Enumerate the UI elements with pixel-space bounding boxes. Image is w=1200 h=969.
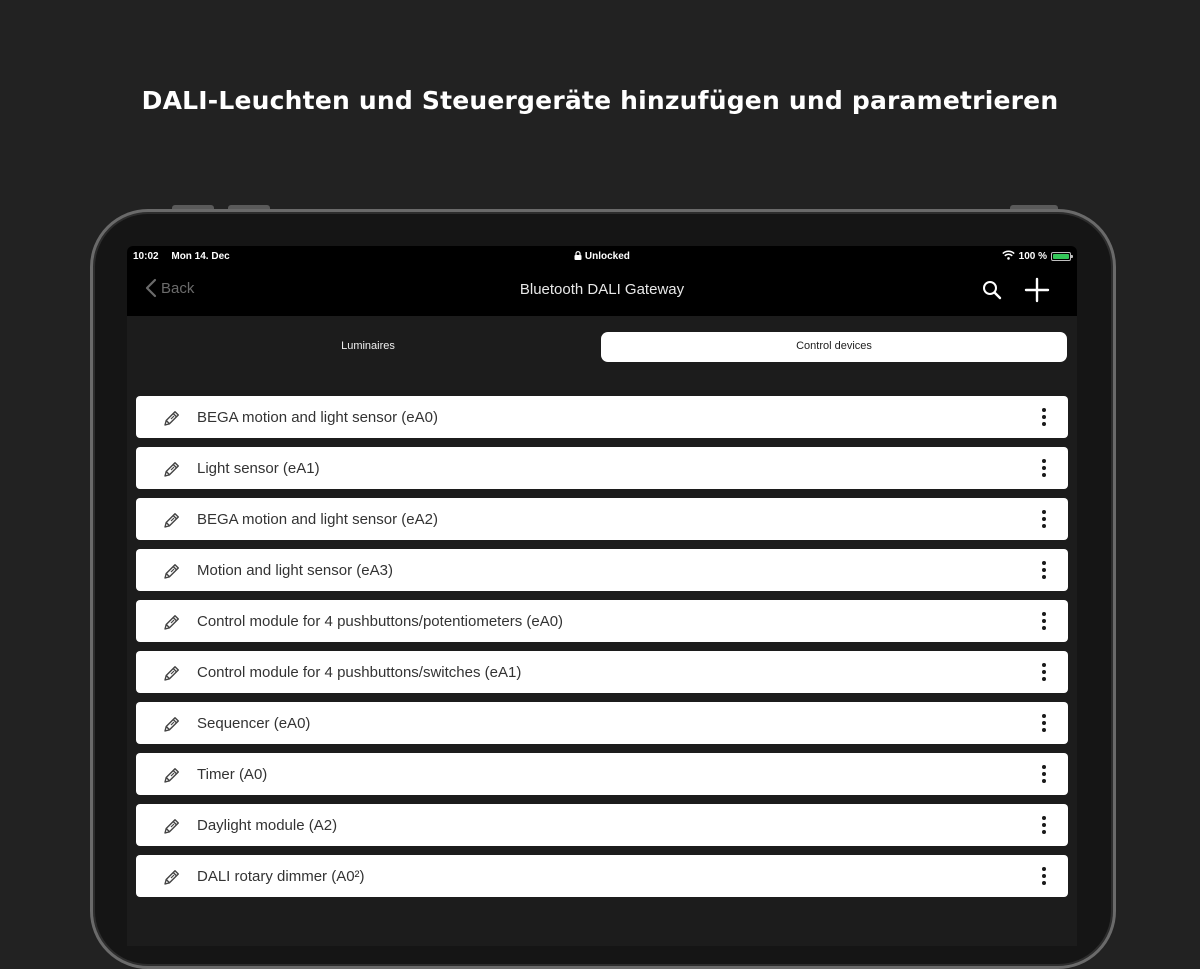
edit-pen-icon <box>162 408 182 433</box>
edit-pen-icon <box>162 867 182 892</box>
status-center <box>127 251 1077 262</box>
device-row[interactable] <box>136 600 1068 642</box>
tablet-screen <box>127 246 1077 946</box>
battery-percentage: 100 % <box>1018 251 1047 262</box>
status-right <box>1002 250 1071 263</box>
device-label: Light sensor (eA1) <box>197 460 320 477</box>
status-date: Mon 14. Dec <box>171 251 230 262</box>
edit-pen-icon <box>162 765 182 790</box>
more-vertical-icon[interactable] <box>1036 405 1052 429</box>
search-icon[interactable] <box>981 279 1003 301</box>
device-label: Sequencer (eA0) <box>197 715 311 732</box>
nav-title: Bluetooth DALI Gateway <box>519 281 685 298</box>
edit-pen-icon <box>162 612 182 637</box>
tabs-area <box>127 316 1077 386</box>
device-label: Control module for 4 pushbuttons/switches (eA1) <box>197 664 522 681</box>
device-row[interactable] <box>136 396 1068 438</box>
device-label: DALI rotary dimmer (A0²) <box>197 868 365 885</box>
device-row[interactable] <box>136 753 1068 795</box>
lock-status: Unlocked <box>584 251 630 262</box>
device-row[interactable] <box>136 651 1068 693</box>
device-list-panel <box>127 386 1077 946</box>
status-time: 10:02 <box>133 251 159 262</box>
navigation-bar <box>127 270 1077 312</box>
device-label: Timer (A0) <box>197 766 268 783</box>
more-vertical-icon[interactable] <box>1036 711 1052 735</box>
device-list <box>136 396 1068 906</box>
wifi-icon <box>1002 250 1015 263</box>
edit-pen-icon <box>162 816 182 841</box>
lock-icon <box>574 251 585 262</box>
more-vertical-icon[interactable] <box>1036 864 1052 888</box>
plus-icon[interactable] <box>1023 276 1051 304</box>
more-vertical-icon[interactable] <box>1036 558 1052 582</box>
status-bar <box>127 246 1077 266</box>
device-label: BEGA motion and light sensor (eA0) <box>197 409 438 426</box>
more-vertical-icon[interactable] <box>1036 507 1052 531</box>
device-label: Control module for 4 pushbuttons/potentiometers (eA0) <box>197 613 564 630</box>
more-vertical-icon[interactable] <box>1036 762 1052 786</box>
battery-fill <box>1053 254 1069 259</box>
segmented-control <box>135 332 1067 362</box>
edit-pen-icon <box>162 663 182 688</box>
more-vertical-icon[interactable] <box>1036 456 1052 480</box>
more-vertical-icon[interactable] <box>1036 609 1052 633</box>
edit-pen-icon <box>162 714 182 739</box>
edit-pen-icon <box>162 510 182 535</box>
device-label: Daylight module (A2) <box>197 817 338 834</box>
device-row[interactable] <box>136 804 1068 846</box>
more-vertical-icon[interactable] <box>1036 813 1052 837</box>
battery-icon <box>1051 252 1071 261</box>
nav-actions <box>981 276 1051 304</box>
edit-pen-icon <box>162 561 182 586</box>
device-label: BEGA motion and light sensor (eA2) <box>197 511 438 528</box>
tab-control-devices[interactable]: Control devices <box>601 332 1067 362</box>
tab-luminaires[interactable]: Luminaires <box>341 340 395 352</box>
device-row[interactable] <box>136 447 1068 489</box>
device-row[interactable] <box>136 855 1068 897</box>
device-row[interactable] <box>136 498 1068 540</box>
edit-pen-icon <box>162 459 182 484</box>
device-label: Motion and light sensor (eA3) <box>197 562 393 579</box>
back-label: Back <box>161 279 195 297</box>
page-headline: DALI-Leuchten und Steuergeräte hinzufügen und parametrieren <box>141 86 1059 115</box>
device-row[interactable] <box>136 549 1068 591</box>
more-vertical-icon[interactable] <box>1036 660 1052 684</box>
device-row[interactable] <box>136 702 1068 744</box>
